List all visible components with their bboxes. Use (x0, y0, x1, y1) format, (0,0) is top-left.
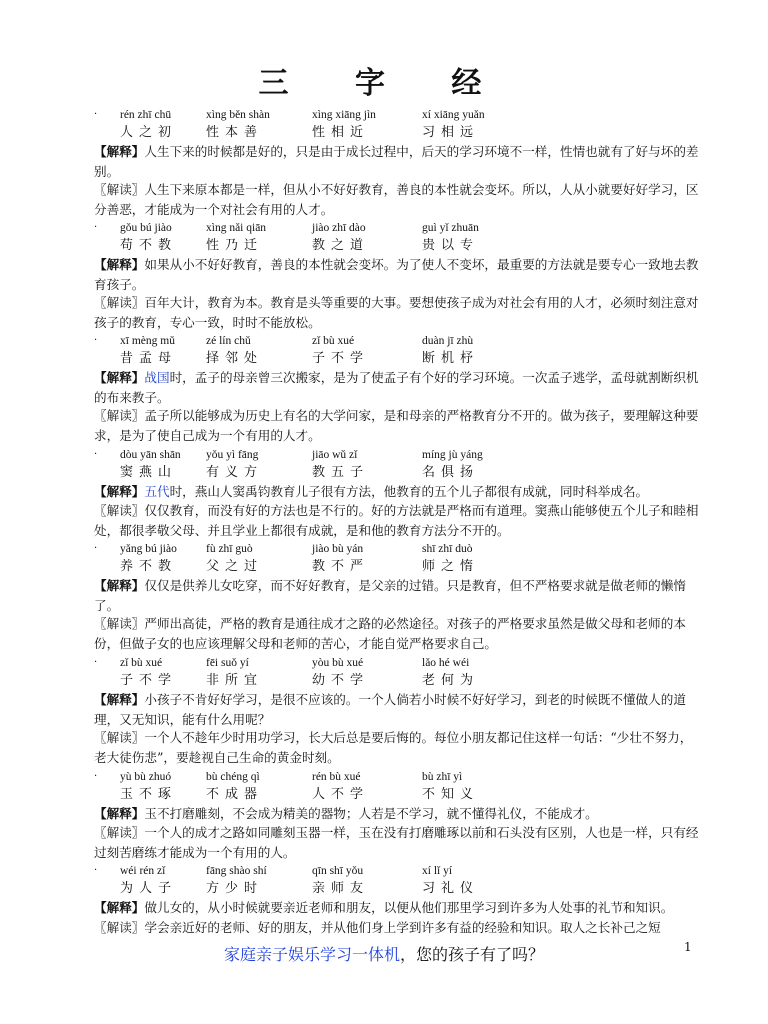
pinyin-group: wéi rén zǐ (120, 865, 166, 877)
interpretation-label: 〖解读〗 (94, 408, 145, 423)
interpretation-text: 百年大计，教育为本。教育是头等重要的大事。要想使孩子成为对社会有用的人才，必须时刻注意对孩子的教育，专心一致，时时不能放松。 (94, 295, 699, 330)
pinyin-group: yǎng bú jiào (120, 543, 177, 555)
verse-phrase: 性相近 (312, 125, 370, 140)
pinyin-group: yòu bù xué (312, 657, 364, 669)
verse-phrase: 子不学 (312, 351, 370, 366)
pinyin-group: bù zhī yì (422, 771, 463, 783)
pinyin-group: zé lín chǔ (206, 335, 251, 347)
explanation-label: 【解释】 (94, 257, 145, 272)
verse-phrase: 教之道 (312, 238, 370, 253)
pinyin-row (94, 446, 702, 464)
pinyin-group: jiāo wǔ zǐ (312, 449, 358, 461)
interpretation-text: 孟子所以能够成为历史上有名的大学问家，是和母亲的严格教育分不开的。做为孩子，要理解这种要求，是为了使自己成为一个有用的人才。 (94, 408, 699, 443)
verse-row (94, 785, 702, 805)
explanation-paragraph (94, 482, 702, 502)
verse-phrase: 非所宜 (206, 673, 264, 688)
pinyin-group: yù bù zhuó (120, 771, 172, 783)
pinyin-group: zǐ bù xué (312, 335, 355, 347)
pinyin-group: duàn jī zhù (422, 335, 474, 347)
interpretation-paragraph (94, 918, 702, 938)
pinyin-group: shī zhī duò (422, 543, 473, 555)
interpretation-label: 〖解读〗 (94, 295, 145, 310)
explanation-text: 小孩子不肯好好学习，是很不应该的。一个人倘若小时候不好好学习，到老的时候既不懂做人的道理，又无知识，能有什么用呢？ (94, 692, 686, 727)
pinyin-group: lǎo hé wéi (422, 657, 470, 669)
interpretation-paragraph (94, 180, 702, 219)
explanation-text: 时，孟子的母亲曾三次搬家，是为了使孟子有个好的学习环境。一次孟子逃学，孟母就割断织机的布来教子。 (94, 370, 699, 405)
pinyin-group: xìng nǎi qiān (206, 222, 267, 234)
interpretation-label: 〖解读〗 (94, 825, 145, 840)
explanation-label: 【解释】 (94, 578, 145, 593)
pinyin-group: xí xiāng yuǎn (422, 109, 485, 121)
verse-row (94, 463, 702, 483)
verse-phrase: 玉不琢 (120, 787, 178, 802)
pinyin-group: fēi suǒ yí (206, 657, 249, 669)
pinyin-row (94, 540, 702, 558)
verse-phrase: 性乃迁 (206, 238, 264, 253)
explanation-label: 【解释】 (94, 370, 145, 385)
verse-phrase: 子不学 (120, 673, 178, 688)
interpretation-label: 〖解读〗 (94, 920, 145, 935)
footer-link[interactable]: 家庭亲子娱乐学习一体机 (223, 945, 400, 964)
verse-phrase: 不知义 (422, 787, 480, 802)
verse-phrase: 教五子 (312, 465, 370, 480)
bullet-dot: · (94, 222, 98, 233)
interpretation-label: 〖解读〗 (94, 616, 145, 631)
verse-phrase: 师之惰 (422, 559, 480, 574)
bullet-dot: · (94, 771, 98, 782)
era-link[interactable]: 战国 (144, 370, 170, 385)
pinyin-group: gǒu bú jiào (120, 222, 172, 234)
interpretation-paragraph (94, 501, 702, 540)
verse-phrase: 有义方 (206, 465, 264, 480)
pinyin-group: xī mèng mǔ (120, 335, 175, 347)
interpretation-text: 一个人不趁年少时用功学习，长大后总是要后悔的。每位小朋友都记住这样一句话：“少壮不努力，老大徒伤悲”，要趁视自己生命的黄金时刻。 (94, 730, 693, 765)
era-link[interactable]: 五代 (144, 484, 170, 499)
bullet-dot: · (94, 865, 98, 876)
verse-phrase: 亲师友 (312, 881, 370, 896)
explanation-label: 【解释】 (94, 692, 145, 707)
verse-phrase: 人不学 (312, 787, 370, 802)
bullet-dot: · (94, 657, 98, 668)
verse-phrase: 教不严 (312, 559, 370, 574)
verse-phrase: 昔孟母 (120, 351, 178, 366)
interpretation-text: 严师出高徒，严格的教育是通往成才之路的必然途径。对孩子的严格要求虽然是做父母和老师的本份，但做子女的也应该理解父母和老师的苦心，才能自觉严格要求自己。 (94, 616, 686, 651)
verse-row (94, 123, 702, 143)
pinyin-group: zǐ bù xué (120, 657, 163, 669)
explanation-paragraph (94, 255, 702, 294)
explanation-paragraph (94, 690, 702, 729)
verse-row (94, 349, 702, 369)
interpretation-paragraph (94, 293, 702, 332)
verse-phrase: 择邻处 (206, 351, 264, 366)
interpretation-text: 人生下来原本都是一样，但从小不好好教育，善良的本性就会变坏。所以，人从小就要好好学习，区分善恶，才能成为一个对社会有用的人才。 (94, 182, 699, 217)
verse-phrase: 幼不学 (312, 673, 370, 688)
explanation-paragraph (94, 142, 702, 181)
explanation-label: 【解释】 (94, 900, 145, 915)
explanation-paragraph (94, 368, 702, 407)
verse-phrase: 性本善 (206, 125, 264, 140)
verse-phrase: 窦燕山 (120, 465, 178, 480)
verse-phrase: 养不教 (120, 559, 178, 574)
interpretation-paragraph (94, 728, 702, 767)
page-title: 三 字 经 (258, 66, 510, 101)
explanation-paragraph (94, 804, 702, 824)
explanation-paragraph (94, 576, 702, 615)
interpretation-text: 一个人的成才之路如同雕刻玉器一样，玉在没有打磨雕琢以前和石头没有区别，人也是一样，只有经过刻苦磨练才能成为一个有用的人。 (94, 825, 699, 860)
pinyin-group: xìng běn shàn (206, 109, 270, 121)
pinyin-row (94, 219, 702, 237)
interpretation-text: 仅仅教育，而没有好的方法也是不行的。好的方法就是严格而有道理。窦燕山能够使五个儿子和睦相处，都很孝敬父母、并且学业上都很有成就，是和他的教育方法分不开的。 (94, 503, 699, 538)
pinyin-row (94, 106, 702, 124)
explanation-text: 玉不打磨雕刻，不会成为精美的器物；人若是不学习，就不懂得礼仪，不能成才。 (144, 806, 598, 821)
verse-phrase: 不成器 (206, 787, 264, 802)
verse-phrase: 苟不教 (120, 238, 178, 253)
interpretation-paragraph (94, 823, 702, 862)
interpretation-label: 〖解读〗 (94, 503, 145, 518)
pinyin-group: míng jù yáng (422, 449, 483, 461)
pinyin-group: rén zhī chū (120, 109, 172, 121)
verse-phrase: 方少时 (206, 881, 264, 896)
verse-row (94, 557, 702, 577)
verse-phrase: 断机杼 (422, 351, 480, 366)
verse-phrase: 习礼仪 (422, 881, 480, 896)
explanation-text: 时，燕山人窦禹钧教育儿子很有方法，他教育的五个儿子都很有成就，同时科举成名。 (169, 484, 649, 499)
explanation-label: 【解释】 (94, 484, 145, 499)
bullet-dot: · (94, 543, 98, 554)
explanation-paragraph (94, 898, 702, 918)
footer-text: ，您的孩子有了吗？ (400, 945, 545, 964)
interpretation-label: 〖解读〗 (94, 182, 145, 197)
explanation-text: 仅仅是供养儿女吃穿，而不好好教育，是父亲的过错。只是教育，但不严格要求就是做老师的懒惰了。 (94, 578, 686, 613)
pinyin-group: xìng xiāng jìn (312, 109, 376, 121)
interpretation-text: 学会亲近好的老师、好的朋友，并从他们身上学到许多有益的经验和知识。取人之长补己之短 (144, 920, 661, 935)
pinyin-group: guì yǐ zhuān (422, 222, 479, 234)
pinyin-row (94, 862, 702, 880)
interpretation-label: 〖解读〗 (94, 730, 145, 745)
bullet-dot: · (94, 449, 98, 460)
page-number: 1 (684, 940, 692, 954)
verse-row (94, 236, 702, 256)
explanation-text: 人生下来的时候都是好的，只是由于成长过程中，后天的学习环境不一样，性情也就有了好与坏的差别。 (94, 144, 699, 179)
pinyin-group: fù zhī guò (206, 543, 253, 555)
pinyin-group: rén bù xué (312, 771, 361, 783)
pinyin-group: bù chéng qì (206, 771, 260, 783)
verse-phrase: 人之初 (120, 125, 178, 140)
pinyin-row (94, 768, 702, 786)
verse-phrase: 贵以专 (422, 238, 480, 253)
pinyin-group: qīn shī yǒu (312, 865, 364, 877)
pinyin-group: xí lǐ yí (422, 865, 453, 877)
explanation-label: 【解释】 (94, 144, 145, 159)
explanation-text: 做儿女的，从小时候就要亲近老师和朋友，以便从他们那里学习到许多为人处事的礼节和知识。 (144, 900, 674, 915)
bullet-dot: · (94, 335, 98, 346)
pinyin-group: yǒu yì fāng (206, 449, 259, 461)
pinyin-row (94, 654, 702, 672)
pinyin-group: jiào bù yán (312, 543, 364, 555)
pinyin-group: fāng shào shí (206, 865, 267, 877)
verse-phrase: 父之过 (206, 559, 264, 574)
interpretation-paragraph (94, 406, 702, 445)
interpretation-paragraph (94, 614, 702, 653)
explanation-label: 【解释】 (94, 806, 145, 821)
verse-phrase: 习相远 (422, 125, 480, 140)
bullet-dot: · (94, 109, 98, 120)
pinyin-row (94, 332, 702, 350)
verse-row (94, 671, 702, 691)
pinyin-group: dòu yān shān (120, 449, 181, 461)
footer (0, 942, 768, 965)
verse-phrase: 为人子 (120, 881, 178, 896)
explanation-text: 如果从小不好好教育，善良的本性就会变坏。为了使人不变坏，最重要的方法就是要专心一致地去教育孩子。 (94, 257, 699, 292)
verse-phrase: 名俱扬 (422, 465, 480, 480)
pinyin-group: jiào zhī dào (312, 222, 366, 234)
verse-phrase: 老何为 (422, 673, 480, 688)
verse-row (94, 879, 702, 899)
